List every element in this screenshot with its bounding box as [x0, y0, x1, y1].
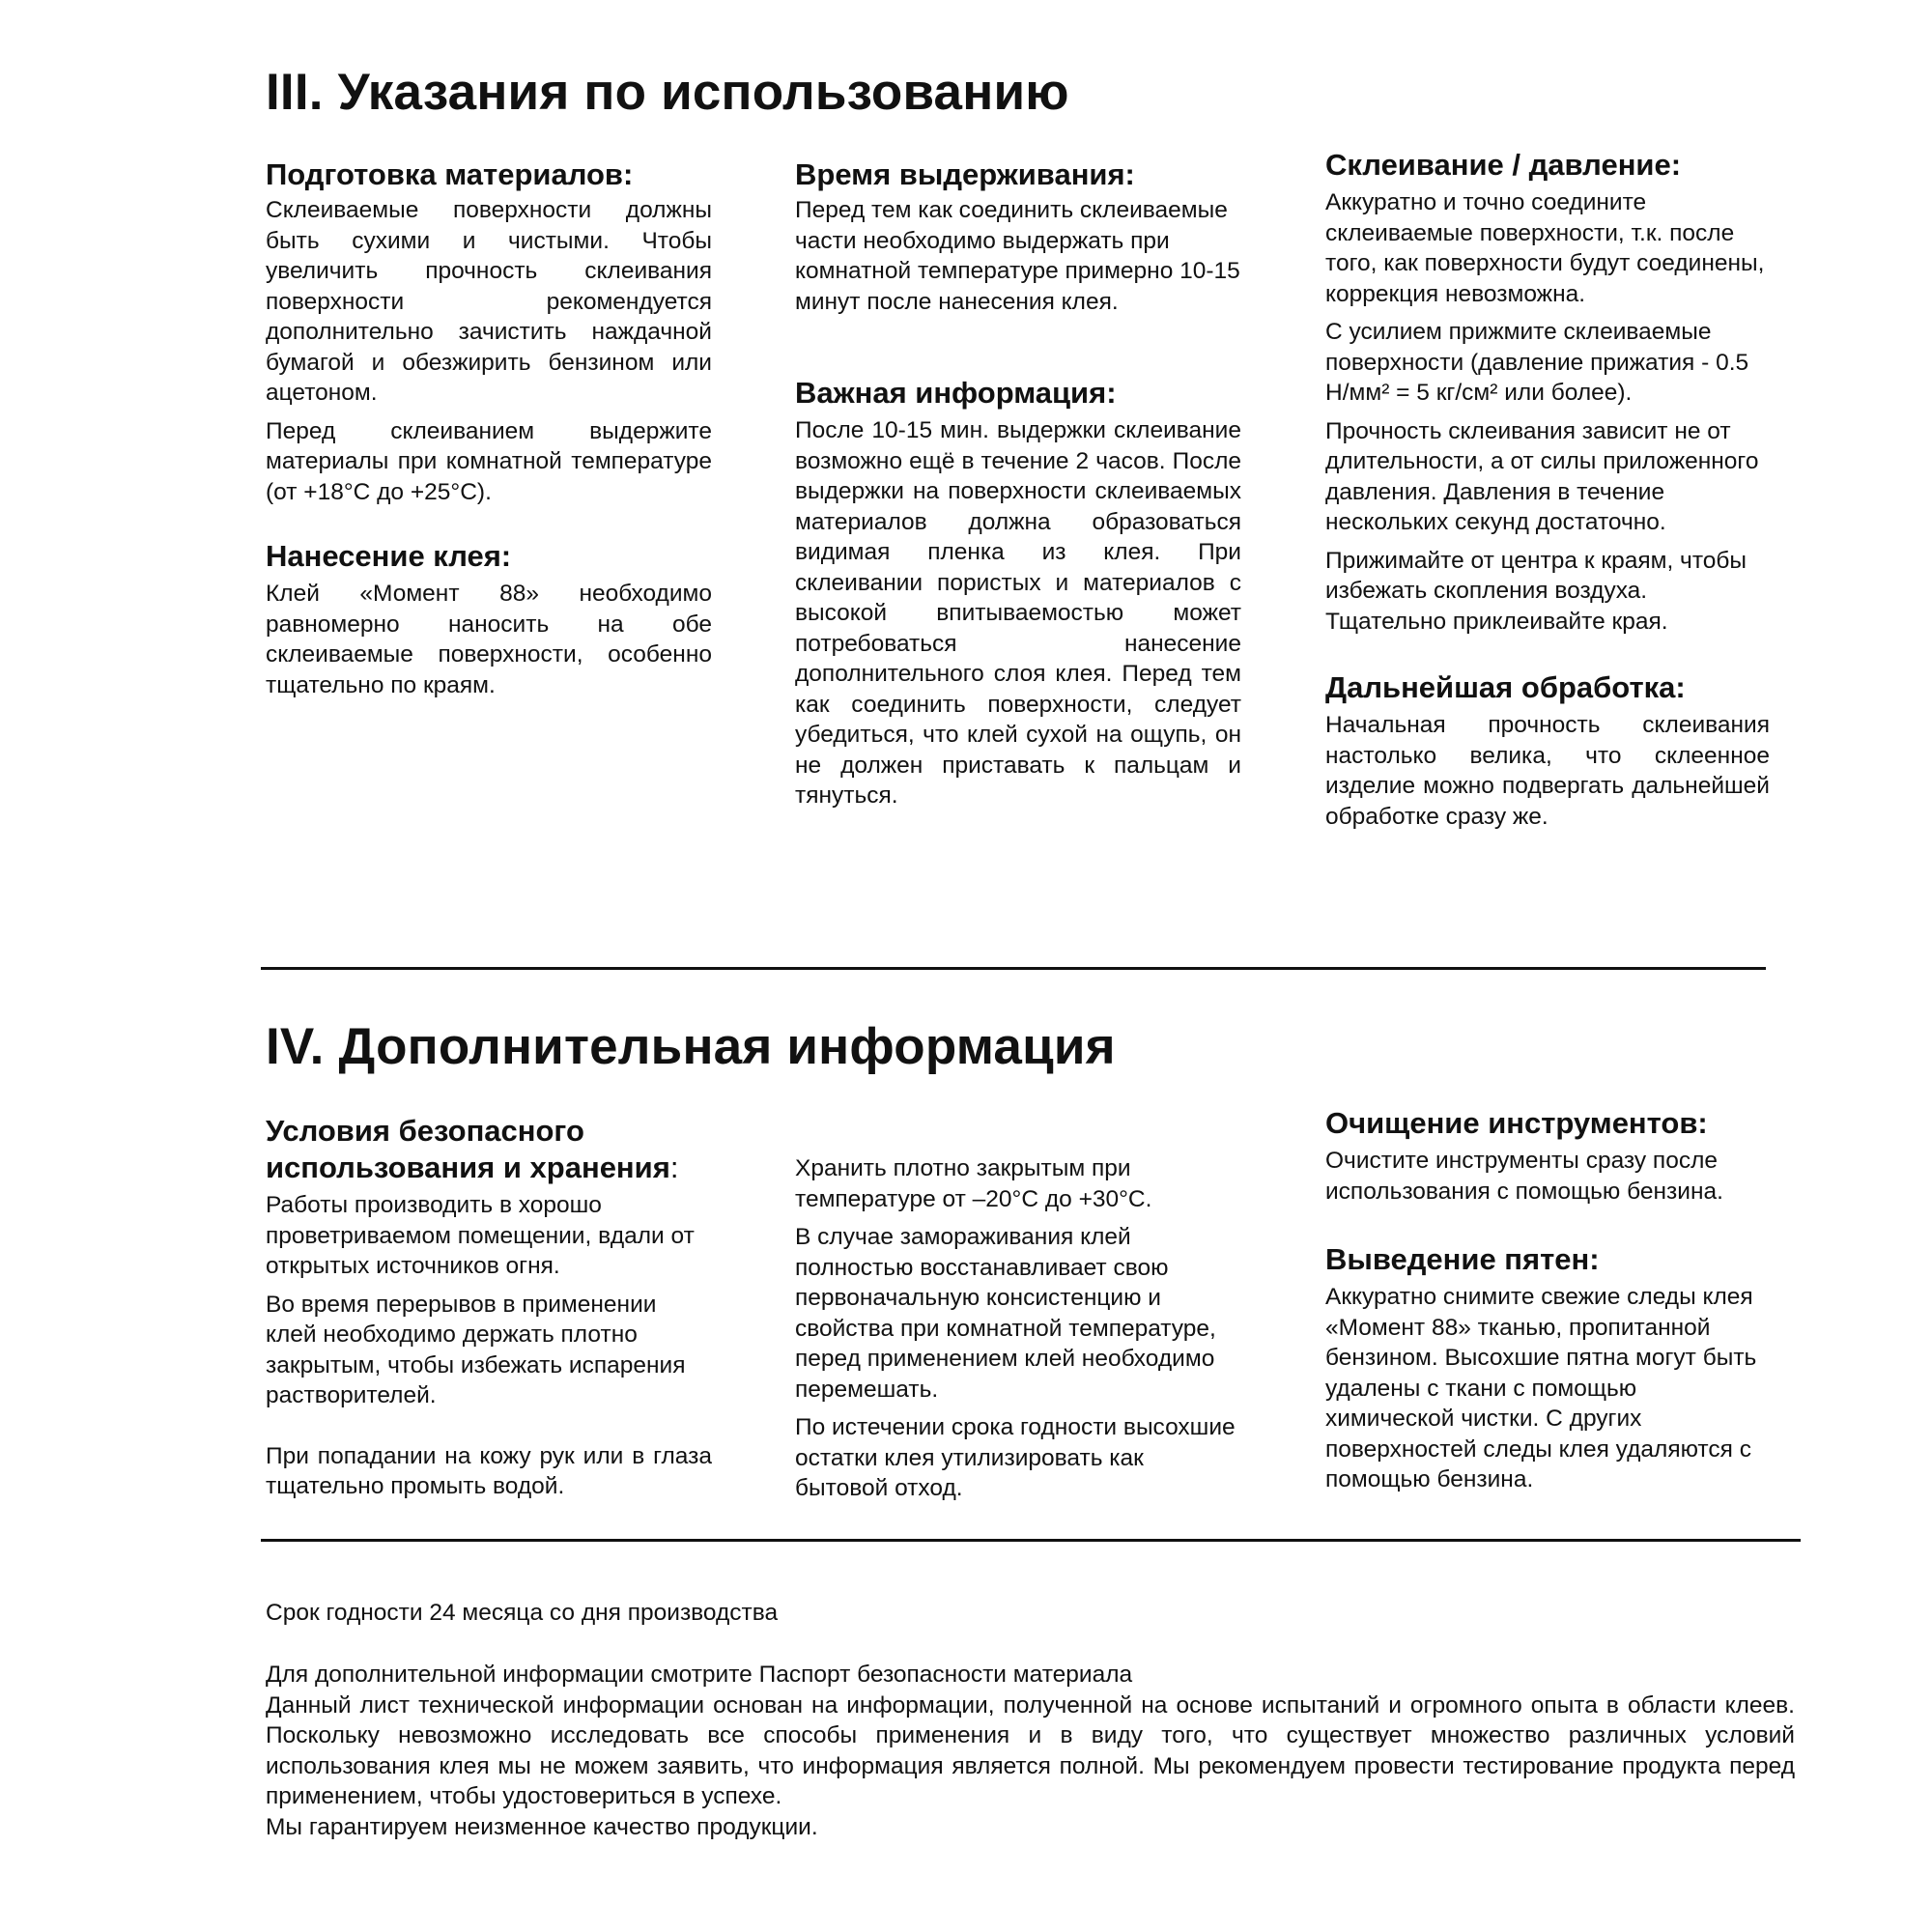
preparation-heading: Подготовка материалов: [266, 157, 634, 191]
safety-paragraph-2: Во время перерывов в применении клей необходимо держать плотно закрытым, чтобы избежать испарения растворителей. [266, 1291, 686, 1408]
storage-paragraph-1: Хранить плотно закрытым при температуре от –20°С до +30°С. [795, 1155, 1152, 1212]
section-3-column-3 [1325, 147, 1770, 832]
bonding-pressure-heading: Склеивание / давление: [1325, 148, 1682, 182]
section-divider-1 [261, 967, 1766, 970]
section-3-column-1 [266, 156, 712, 700]
safety-paragraph-1: Работы производить в хорошо проветриваемом помещении, вдали от открытых источников огня. [266, 1192, 695, 1279]
safety-storage-heading-text: Условия безопасного использования и хранения [266, 1114, 670, 1184]
section-4-column-1 [266, 1113, 712, 1502]
stain-removal-paragraph: Аккуратно снимите свежие следы клея «Момент 88» тканью, пропитанной бензином. Высохшие пятна могут быть удалены с ткани с помощью химической чистки. С других поверхностей следы клея удаляются с помощью бензина. [1325, 1284, 1757, 1492]
holding-time-paragraph: Перед тем как соединить склеиваемые части необходимо выдержать при комнатной температуре примерно 10-15 минут после нанесения клея. [795, 197, 1240, 315]
storage-paragraph-2: В случае замораживания клей полностью восстанавливает свою первоначальную консистенцию и свойства при комнатной температуре, перед применением клей необходимо перемешать. [795, 1224, 1216, 1403]
bonding-paragraph-4: Прижимайте от центра к краям, чтобы избежать скопления воздуха. Тщательно приклеивайте края. [1325, 547, 1747, 635]
section-3-column-2 [795, 156, 1241, 811]
storage-paragraph-3: По истечении срока годности высохшие остатки клея утилизировать как бытовой отход. [795, 1414, 1236, 1501]
further-processing-heading: Дальнейшая обработка: [1325, 670, 1686, 704]
preparation-paragraph-1: Склеиваемые поверхности должны быть сухими и чистыми. Чтобы увеличить прочность склеивания поверхности рекомендуется дополнительно зачистить наждачной бумагой и обезжирить бензином или ацетоном. [266, 197, 712, 406]
section-divider-2 [261, 1539, 1801, 1542]
further-processing-paragraph: Начальная прочность склеивания настолько велика, что склеенное изделие можно подвергать дальнейшей обработке сразу же. [1325, 712, 1770, 830]
section-4-column-2 [795, 1153, 1241, 1504]
bonding-paragraph-2: С усилием прижмите склеиваемые поверхности (давление прижатия - 0.5 Н/мм² = 5 кг/см² или более). [1325, 319, 1749, 406]
section-4-column-3 [1325, 1105, 1770, 1495]
tool-cleaning-paragraph: Очистите инструменты сразу после использования с помощью бензина. [1325, 1148, 1723, 1205]
bonding-paragraph-3: Прочность склеивания зависит не от длительности, а от силы приложенного давления. Давления в течение нескольких секунд достаточно. [1325, 417, 1759, 535]
section-3-title: III. Указания по использованию [266, 64, 1069, 121]
footer-block [266, 1660, 1795, 1842]
holding-time-heading: Время выдерживания: [795, 157, 1135, 191]
tool-cleaning-heading: Очищение инструментов: [1325, 1106, 1708, 1140]
application-paragraph: Клей «Момент 88» необходимо равномерно наносить на обе склеиваемые поверхности, особенно тщательно по краям. [266, 581, 712, 698]
shelf-life-note: Срок годности 24 месяца со дня производства [266, 1600, 779, 1626]
bonding-paragraph-1: Аккуратно и точно соедините склеиваемые поверхности, т.к. после того, как поверхности будут соединены, коррекция невозможна. [1325, 189, 1765, 307]
disclaimer-paragraph: Данный лист технической информации основан на информации, полученной на основе испытаний и огромного опыта в области клеев. Поскольку невозможно исследовать все способы применения и в виду того, что существует множество различных условий использования клея мы не можем заявить, что информация является полной. Мы рекомендуем провести тестирование продукта перед применением, чтобы удостовериться в успехе. [266, 1691, 1795, 1809]
important-info-heading: Важная информация: [795, 376, 1117, 410]
safety-storage-heading-colon: : [669, 1151, 679, 1184]
guarantee-note: Мы гарантируем неизменное качество продукции. [266, 1813, 818, 1840]
application-heading: Нанесение клея: [266, 539, 512, 573]
section-4-title: IV. Дополнительная информация [266, 1018, 1116, 1075]
stain-removal-heading: Выведение пятен: [1325, 1242, 1600, 1276]
more-info-note: Для дополнительной информации смотрите Паспорт безопасности материала [266, 1662, 1133, 1688]
preparation-paragraph-2: Перед склеиванием выдержите материалы при комнатной температуре (от +18°С до +25°С). [266, 417, 712, 505]
safety-paragraph-3: При попадании на кожу рук или в глаза тщательно промыть водой. [266, 1442, 712, 1499]
safety-storage-heading [266, 1113, 712, 1186]
important-info-paragraph: После 10-15 мин. выдержки склеивание возможно ещё в течение 2 часов. После выдержки на поверхности склеиваемых материалов должна образоваться видимая пленка из клея. При склеивании пористых и материалов с высокой впитываемостью может потребоваться нанесение дополнительного слоя клея. Перед тем как соединить поверхности, следует убедиться, что клей сухой на ощупь, он не должен приставать к пальцам и тянуться. [795, 417, 1241, 809]
